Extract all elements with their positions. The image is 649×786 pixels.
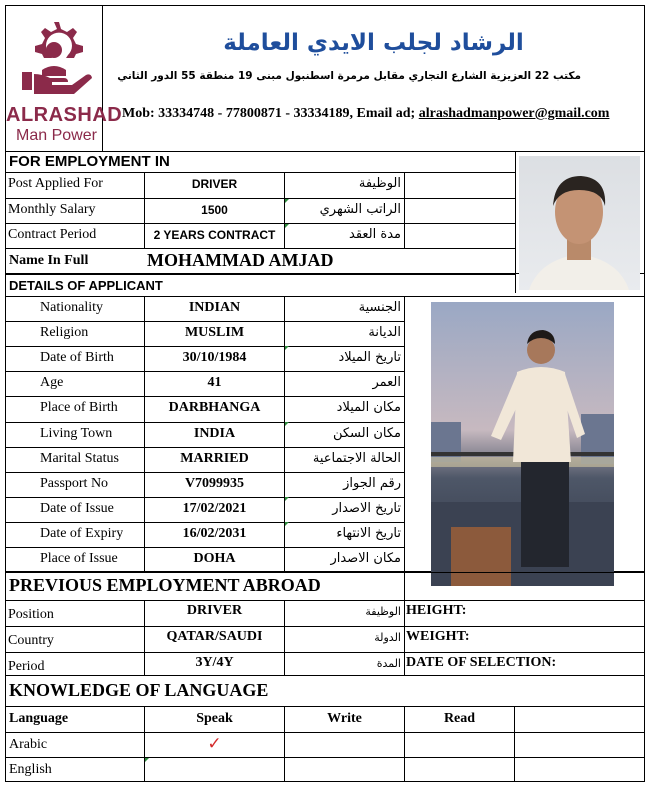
previous-value: 3Y/4Y [195, 655, 234, 670]
applicant-label-ar: مكان السكن [332, 425, 401, 441]
row-divider [5, 371, 404, 372]
previous-side-field: HEIGHT: [406, 603, 467, 618]
previous-side-field: WEIGHT: [406, 629, 470, 644]
applicant-label-ar: مكان الميلاد [336, 400, 401, 416]
row-divider [5, 447, 404, 448]
cell-marker [285, 346, 289, 350]
cell-marker [285, 224, 289, 228]
lang-row-arabic: Arabic [9, 737, 48, 752]
applicant-label-ar: مكان الاصدار [330, 551, 401, 566]
name-value: MOHAMMAD AMJAD [147, 250, 334, 270]
applicant-label: Passport No [40, 475, 109, 491]
applicant-label-ar: العمر [372, 375, 401, 391]
applicant-value: V7099935 [184, 475, 245, 491]
applicant-label: Date of Issue [40, 500, 114, 516]
name-label: Name In Full [9, 253, 89, 268]
applicant-label-ar: الحالة الاجتماعية [312, 450, 401, 466]
previous-label: Country [8, 633, 54, 648]
row-divider [5, 321, 404, 322]
cell-marker [285, 522, 289, 526]
row-divider [5, 396, 404, 397]
full-body-photo [431, 302, 614, 586]
applicant-label-ar: الديانة [368, 325, 401, 341]
previous-label: Position [8, 607, 54, 622]
applicant-value: 17/02/2021 [182, 500, 247, 516]
previous-side-field: DATE OF SELECTION: [406, 655, 557, 670]
logo-subtext: Man Power [16, 127, 97, 144]
row-divider [5, 422, 404, 423]
applicant-label: Age [40, 375, 64, 391]
applicant-value: MUSLIM [184, 325, 245, 341]
applicant-label-ar: تاريخ الانتهاء [336, 525, 401, 541]
lang-header-speak: Speak [196, 711, 233, 726]
applicant-label: Marital Status [40, 450, 119, 466]
previous-label: Period [8, 659, 45, 674]
applicant-value: 16/02/2031 [182, 525, 247, 541]
salary-value: 1500 [201, 203, 228, 217]
previous-label-ar: المدة [376, 657, 401, 670]
contact-email[interactable]: alrashadmanpower@gmail.com [418, 106, 610, 121]
applicant-label: Date of Birth [40, 350, 114, 366]
logo-text: ALRASHAD [6, 104, 123, 126]
salary-label-ar: الراتب الشهري [319, 202, 401, 217]
cell-marker [145, 758, 149, 762]
cell-marker [285, 422, 289, 426]
language-section-title: KNOWLEDGE OF LANGUAGE [9, 680, 269, 700]
company-name-ar: الرشاد لجلب الايدي العاملة [223, 30, 524, 56]
row-divider [5, 522, 404, 523]
contract-label-ar: مدة العقد [349, 227, 401, 242]
lang-header-language: Language [9, 711, 69, 726]
applicant-label: Place of Issue [40, 551, 118, 566]
applicant-label: Date of Expiry [40, 525, 124, 541]
cell-marker [285, 199, 289, 203]
previous-label-ar: الدولة [374, 631, 401, 644]
applicant-value: INDIAN [188, 300, 241, 315]
employment-section-title: FOR EMPLOYMENT IN [9, 153, 170, 170]
gear-hand-icon [8, 12, 100, 102]
applicant-label: Place of Birth [40, 400, 118, 416]
applicant-value: DARBHANGA [168, 400, 261, 416]
previous-section-title: PREVIOUS EMPLOYMENT ABROAD [9, 575, 321, 595]
salary-label: Monthly Salary [8, 202, 96, 217]
applicant-label-ar: تاريخ الميلاد [338, 350, 401, 366]
lang-header-read: Read [443, 711, 476, 726]
previous-label-ar: الوظيفة [365, 605, 401, 618]
applicant-label: Nationality [40, 300, 103, 315]
applicant-label-ar: تاريخ الاصدار [332, 500, 401, 516]
contract-label: Contract Period [8, 227, 97, 242]
post-label: Post Applied For [8, 176, 103, 191]
row-divider [5, 472, 404, 473]
applicant-value: DOHA [193, 551, 236, 566]
applicant-label-ar: الجنسية [358, 300, 401, 315]
row-divider [5, 346, 404, 347]
applicant-value: INDIA [193, 425, 236, 441]
applicant-label-ar: رقم الجواز [343, 475, 401, 491]
contact-phones: Mob: 33334748 - 77800871 - 33334189, Email ad; [122, 106, 416, 121]
lang-row-english: English [9, 762, 52, 777]
passport-photo [519, 156, 640, 290]
previous-value: QATAR/SAUDI [166, 629, 263, 644]
applicant-section-title: DETAILS OF APPLICANT [9, 278, 163, 293]
cell-marker [285, 497, 289, 501]
contract-value: 2 YEARS CONTRACT [153, 228, 276, 242]
row-divider [5, 547, 404, 548]
arabic-speak-check-icon: ✓ [207, 734, 222, 754]
applicant-label: Religion [40, 325, 89, 341]
applicant-value: 41 [207, 375, 222, 391]
company-address-ar: مكتب 22 العزيزية الشارع التجاري مقابل مرمرة اسطنبول مبنى 19 منطقة 55 الدور الثاني [117, 70, 581, 82]
post-label-ar: الوظيفة [358, 176, 401, 191]
row-divider [5, 497, 404, 498]
previous-value: DRIVER [186, 603, 243, 618]
company-logo [6, 12, 123, 150]
applicant-value: 30/10/1984 [182, 350, 247, 366]
lang-header-write: Write [327, 711, 362, 726]
applicant-label: Living Town [40, 425, 113, 441]
post-value: DRIVER [191, 177, 238, 191]
applicant-value: MARRIED [180, 450, 249, 466]
contact-line [122, 106, 642, 122]
